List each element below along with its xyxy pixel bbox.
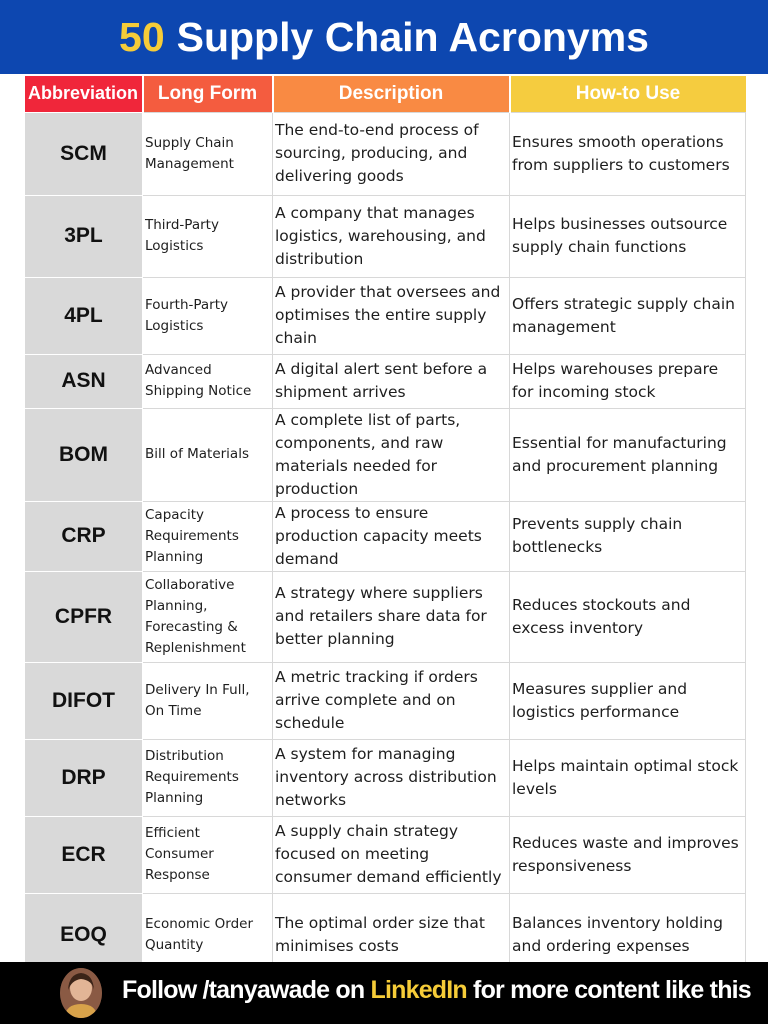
linkedin-link[interactable]: LinkedIn: [370, 976, 467, 1004]
table-row: [25, 112, 746, 195]
abbreviation-cell: ECR: [25, 816, 143, 893]
acronym-table: [24, 76, 746, 977]
description-cell: A system for managing inventory across distribution networks: [273, 739, 510, 816]
description-cell: The optimal order size that minimises costs: [273, 893, 510, 976]
table-row: [25, 277, 746, 354]
footer-prefix: Follow /tanyawade on: [122, 976, 371, 1004]
footer-bar: [0, 962, 768, 1024]
description-cell: A process to ensure production capacity meets demand: [273, 501, 510, 571]
description-cell: A complete list of parts, components, and raw materials needed for production: [273, 408, 510, 501]
long-form-cell: Efficient Consumer Response: [143, 816, 273, 893]
abbreviation-cell: CRP: [25, 501, 143, 571]
table-header-row: [25, 76, 746, 112]
abbreviation-cell: BOM: [25, 408, 143, 501]
description-cell: The end-to-end process of sourcing, producing, and delivering goods: [273, 112, 510, 195]
avatar: [60, 968, 102, 1018]
description-cell: A digital alert sent before a shipment arrives: [273, 354, 510, 408]
description-cell: A company that manages logistics, warehousing, and distribution: [273, 195, 510, 277]
description-cell: A strategy where suppliers and retailers share data for better planning: [273, 571, 510, 662]
long-form-cell: Third-Party Logistics: [143, 195, 273, 277]
how-to-use-cell: Reduces waste and improves responsiveness: [510, 816, 746, 893]
how-to-use-cell: Prevents supply chain bottlenecks: [510, 501, 746, 571]
header-description: Description: [273, 76, 510, 112]
table-row: [25, 571, 746, 662]
abbreviation-cell: DRP: [25, 739, 143, 816]
title-text: Supply Chain Acronyms: [176, 13, 649, 60]
long-form-cell: Bill of Materials: [143, 408, 273, 501]
footer-cta: [122, 976, 751, 1005]
how-to-use-cell: Offers strategic supply chain management: [510, 277, 746, 354]
header-long-form: Long Form: [143, 76, 273, 112]
abbreviation-cell: 4PL: [25, 277, 143, 354]
table-row: [25, 739, 746, 816]
abbreviation-cell: DIFOT: [25, 662, 143, 739]
footer-suffix: for more content like this: [466, 976, 751, 1004]
abbreviation-cell: EOQ: [25, 893, 143, 976]
table-row: [25, 408, 746, 501]
table-row: [25, 354, 746, 408]
table-row: [25, 816, 746, 893]
abbreviation-cell: SCM: [25, 112, 143, 195]
how-to-use-cell: Balances inventory holding and ordering expenses: [510, 893, 746, 976]
how-to-use-cell: Helps warehouses prepare for incoming stock: [510, 354, 746, 408]
description-cell: A provider that oversees and optimises the entire supply chain: [273, 277, 510, 354]
description-cell: A supply chain strategy focused on meeting consumer demand efficiently: [273, 816, 510, 893]
abbreviation-cell: ASN: [25, 354, 143, 408]
header-abbreviation: Abbreviation: [25, 76, 143, 112]
long-form-cell: Distribution Requirements Planning: [143, 739, 273, 816]
long-form-cell: Capacity Requirements Planning: [143, 501, 273, 571]
how-to-use-cell: Essential for manufacturing and procurement planning: [510, 408, 746, 501]
long-form-cell: Advanced Shipping Notice: [143, 354, 273, 408]
long-form-cell: Fourth-Party Logistics: [143, 277, 273, 354]
table-row: [25, 195, 746, 277]
long-form-cell: Supply Chain Management: [143, 112, 273, 195]
abbreviation-cell: 3PL: [25, 195, 143, 277]
title-number: 50: [119, 13, 165, 60]
header-how-to-use: How-to Use: [510, 76, 746, 112]
table-row: [25, 662, 746, 739]
long-form-cell: Economic Order Quantity: [143, 893, 273, 976]
how-to-use-cell: Helps maintain optimal stock levels: [510, 739, 746, 816]
how-to-use-cell: Helps businesses outsource supply chain functions: [510, 195, 746, 277]
how-to-use-cell: Ensures smooth operations from suppliers to customers: [510, 112, 746, 195]
page-title: [0, 0, 768, 74]
long-form-cell: Delivery In Full, On Time: [143, 662, 273, 739]
how-to-use-cell: Measures supplier and logistics performance: [510, 662, 746, 739]
long-form-cell: Collaborative Planning, Forecasting & Replenishment: [143, 571, 273, 662]
description-cell: A metric tracking if orders arrive complete and on schedule: [273, 662, 510, 739]
table-row: [25, 501, 746, 571]
abbreviation-cell: CPFR: [25, 571, 143, 662]
how-to-use-cell: Reduces stockouts and excess inventory: [510, 571, 746, 662]
